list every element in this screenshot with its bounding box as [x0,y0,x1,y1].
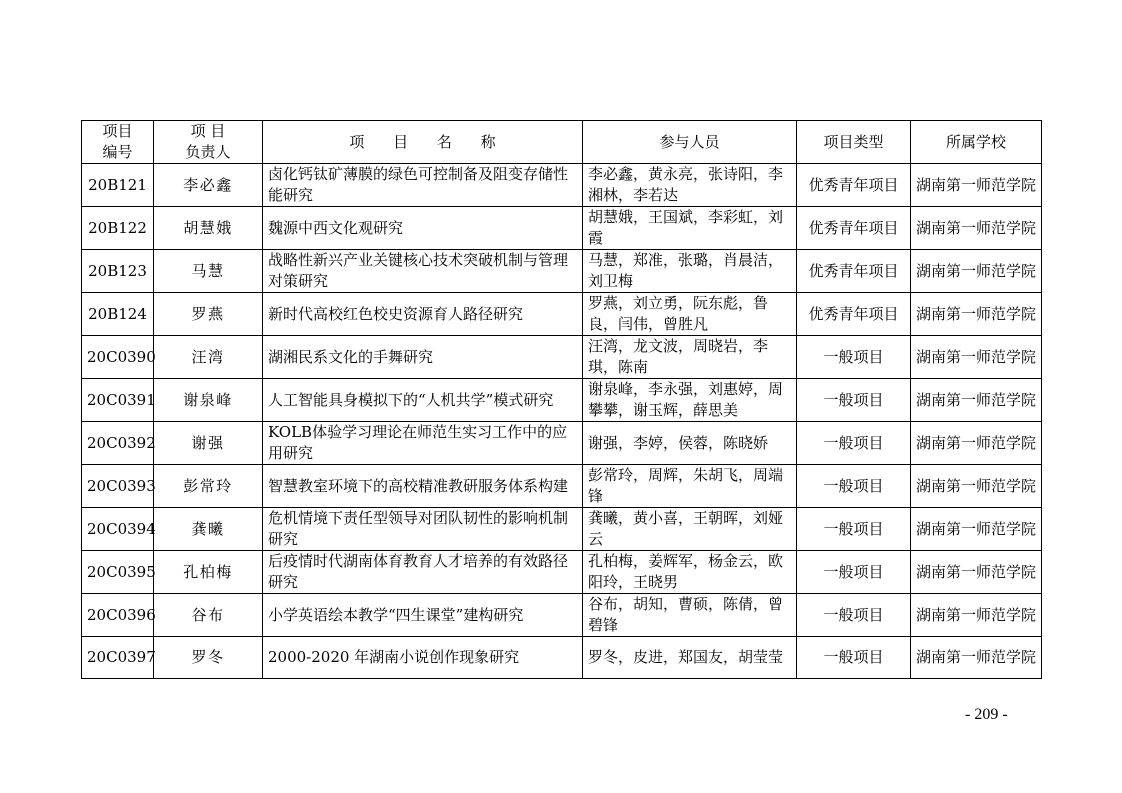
cell-project-id: 20C0395 [82,551,154,594]
header-name [263,121,583,164]
cell-members: 谷布，胡知，曹硕，陈倩，曾碧锋 [583,594,797,637]
cell-project-type: 优秀青年项目 [797,207,911,250]
cell-project-name: 魏源中西文化观研究 [263,207,583,250]
cell-leader: 彭常玲 [154,465,263,508]
cell-leader: 汪湾 [154,336,263,379]
table-row [82,207,1042,250]
cell-members: 马慧，郑准，张璐，肖晨洁，刘卫梅 [583,250,797,293]
cell-project-id: 20B124 [82,293,154,336]
cell-leader: 谢强 [154,422,263,465]
cell-leader: 李必鑫 [154,164,263,207]
cell-project-name: 智慧教室环境下的高校精准教研服务体系构建 [263,465,583,508]
cell-leader: 罗燕 [154,293,263,336]
cell-members: 胡慧娥，王国斌，李彩虹，刘霞 [583,207,797,250]
cell-project-id: 20C0392 [82,422,154,465]
table-row [82,379,1042,422]
header-id-line2: 编号 [102,143,133,161]
cell-project-id: 20C0393 [82,465,154,508]
cell-school: 湖南第一师范学院 [911,551,1042,594]
cell-project-id: 20C0394 [82,508,154,551]
table-row [82,422,1042,465]
cell-project-type: 一般项目 [797,637,911,679]
cell-project-type: 优秀青年项目 [797,293,911,336]
cell-project-id: 20B122 [82,207,154,250]
table-row [82,336,1042,379]
cell-members: 谢强，李婷，侯蓉，陈晓娇 [583,422,797,465]
cell-members: 罗冬，皮进，郑国友，胡莹莹 [583,637,797,679]
table-row [82,594,1042,637]
table-row [82,250,1042,293]
header-leader-line2: 负责人 [185,143,231,161]
table-header [82,121,1042,164]
cell-project-id: 20C0390 [82,336,154,379]
cell-school: 湖南第一师范学院 [911,379,1042,422]
cell-project-type: 一般项目 [797,336,911,379]
cell-school: 湖南第一师范学院 [911,207,1042,250]
cell-project-id: 20B121 [82,164,154,207]
header-row [82,121,1042,164]
cell-school: 湖南第一师范学院 [911,637,1042,679]
cell-school: 湖南第一师范学院 [911,508,1042,551]
header-leader [154,121,263,164]
cell-leader: 胡慧娥 [154,207,263,250]
table-row [82,164,1042,207]
cell-leader: 孔柏梅 [154,551,263,594]
cell-project-name: 新时代高校红色校史资源育人路径研究 [263,293,583,336]
cell-leader: 龚曦 [154,508,263,551]
cell-project-type: 一般项目 [797,422,911,465]
cell-school: 湖南第一师范学院 [911,422,1042,465]
cell-members: 汪湾，龙文波，周晓岩，李琪，陈南 [583,336,797,379]
cell-project-name: 2000-2020 年湖南小说创作现象研究 [263,637,583,679]
header-school: 所属学校 [911,121,1042,164]
table-row [82,637,1042,679]
table-body [82,164,1042,679]
cell-school: 湖南第一师范学院 [911,293,1042,336]
cell-project-id: 20C0397 [82,637,154,679]
cell-members: 谢泉峰，李永强，刘惠婷，周攀攀，谢玉辉，薛思美 [583,379,797,422]
page-number: - 209 - [965,706,1008,723]
cell-leader: 谷布 [154,594,263,637]
header-leader-line1: 项 目 [190,122,226,140]
header-members: 参与人员 [583,121,797,164]
cell-project-type: 一般项目 [797,508,911,551]
header-type: 项目类型 [797,121,911,164]
cell-school: 湖南第一师范学院 [911,336,1042,379]
cell-project-name: KOLB体验学习理论在师范生实习工作中的应用研究 [263,422,583,465]
cell-project-type: 优秀青年项目 [797,250,911,293]
cell-members: 孔柏梅，姜辉军，杨金云，欧阳玲，王晓男 [583,551,797,594]
cell-school: 湖南第一师范学院 [911,164,1042,207]
cell-project-name: 人工智能具身模拟下的“人机共学”模式研究 [263,379,583,422]
cell-school: 湖南第一师范学院 [911,594,1042,637]
cell-project-type: 一般项目 [797,379,911,422]
cell-school: 湖南第一师范学院 [911,250,1042,293]
cell-project-type: 一般项目 [797,551,911,594]
table-row [82,551,1042,594]
cell-project-id: 20C0391 [82,379,154,422]
cell-project-type: 一般项目 [797,594,911,637]
cell-leader: 罗冬 [154,637,263,679]
header-id [82,121,154,164]
header-id-line1: 项目 [102,122,133,140]
table-row [82,293,1042,336]
table-row [82,465,1042,508]
cell-members: 彭常玲，周辉，朱胡飞，周端锋 [583,465,797,508]
cell-project-name: 湖湘民系文化的手舞研究 [263,336,583,379]
cell-members: 李必鑫，黄永亮，张诗阳，李湘林，李若达 [583,164,797,207]
cell-project-type: 优秀青年项目 [797,164,911,207]
cell-project-name: 小学英语绘本教学“四生课堂”建构研究 [263,594,583,637]
cell-leader: 谢泉峰 [154,379,263,422]
cell-project-type: 一般项目 [797,465,911,508]
header-name-text: 项 目 名 称 [349,132,496,151]
cell-project-id: 20B123 [82,250,154,293]
table-row [82,508,1042,551]
cell-project-name: 危机情境下责任型领导对团队韧性的影响机制研究 [263,508,583,551]
cell-members: 龚曦，黄小喜，王朝晖，刘娅云 [583,508,797,551]
cell-project-name: 后疫情时代湖南体育教育人才培养的有效路径研究 [263,551,583,594]
cell-members: 罗燕，刘立勇，阮东彪，鲁良，闫伟，曾胜凡 [583,293,797,336]
project-table [81,120,1042,679]
cell-leader: 马慧 [154,250,263,293]
cell-school: 湖南第一师范学院 [911,465,1042,508]
cell-project-id: 20C0396 [82,594,154,637]
cell-project-name: 战略性新兴产业关键核心技术突破机制与管理对策研究 [263,250,583,293]
cell-project-name: 卤化钙钛矿薄膜的绿色可控制备及阻变存储性能研究 [263,164,583,207]
